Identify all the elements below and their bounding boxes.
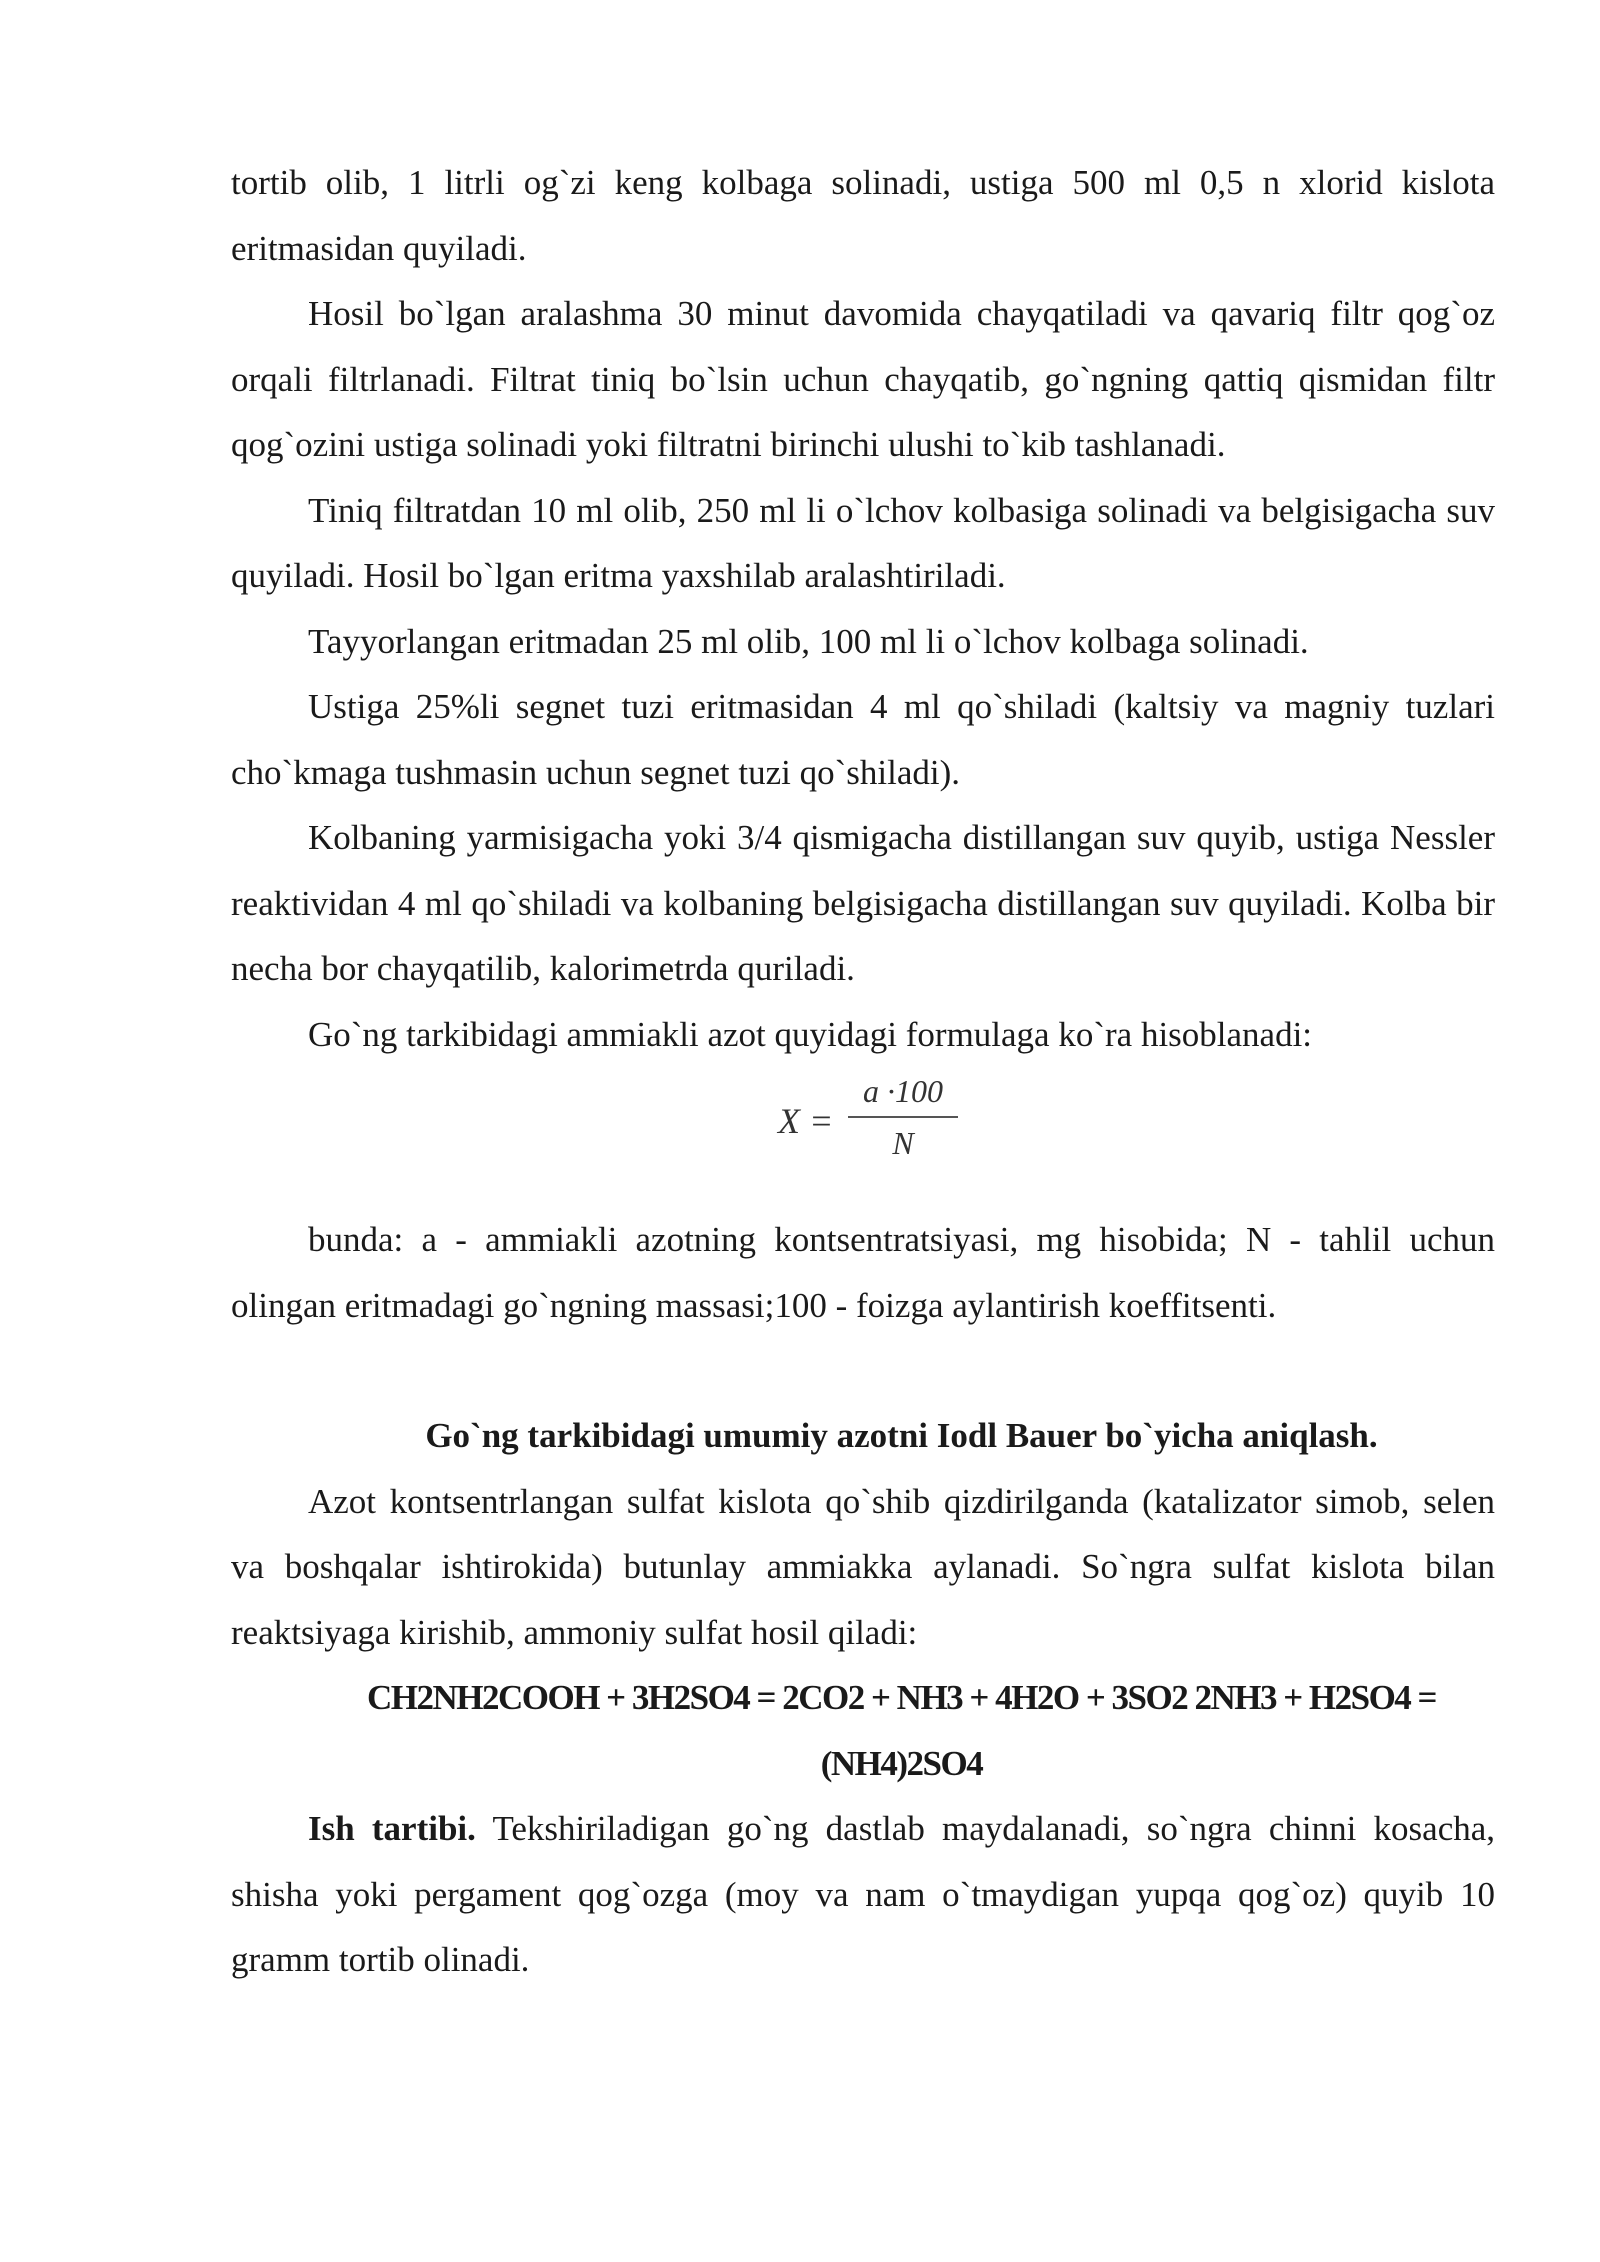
formula-denominator: N [892,1125,914,1161]
paragraph: bunda: a - ammiakli azotning kontsentratsiyasi, mg hisobida; N - tahlil uchun olingan eritmadagi go`ngning massasi;100 - foizga aylantirish koeffitsenti. [231,1220,1495,1325]
formula-numerator: a ·100 [863,1073,943,1109]
paragraph [231,1796,1495,1993]
formula-block [231,1067,1495,1207]
spacer [231,1338,1495,1403]
paragraph: Kolbaning yarmisigacha yoki 3/4 qismigacha distillangan suv quyib, ustiga Nessler reaktividan 4 ml qo`shiladi va kolbaning belgisigacha distillangan suv quyiladi. Kolba bir necha bor chayqatilib, kalorimetrda quriladi. [231,818,1495,988]
reaction-equation-line-2: (NH4)2SO4 [820,1743,983,1783]
section-heading: Go`ng tarkibidagi umumiy azotni Iodl Bauer bo`yicha aniqlash. [425,1416,1378,1455]
reaction-equation-line-1: CH2NH2COOH + 3H2SO4 = 2CO2 + NH3 + 4H2O + 3SO2 2NH3 + H2SO4 = [366,1678,1437,1717]
paragraph: tortib olib, 1 litrli og`zi keng kolbaga solinadi, ustiga 500 ml 0,5 n xlorid kislota eritmasidan quyiladi. [231,163,1495,268]
document-page [231,150,1495,1993]
paragraph: Go`ng tarkibidagi ammiakli azot quyidagi formulaga ko`ra hisoblanadi: [308,1014,1313,1054]
paragraph: Tayyorlangan eritmadan 25 ml olib, 100 ml li o`lchov kolbaga solinadi. [308,621,1309,661]
paragraph: Hosil bo`lgan aralashma 30 minut davomida chayqatiladi va qavariq filtr qog`oz orqali filtrlanadi. Filtrat tiniq bo`lsin uchun chayqatib, go`ngning qattiq qismidan filtr qog`ozini ustiga solinadi yoki filtratni birinchi ulushi to`kib tashlanadi. [231,294,1495,464]
formula-lhs: X = [778,1101,834,1141]
paragraph-lead: Ish tartibi. [308,1809,476,1848]
paragraph-body: Tekshiriladigan go`ng dastlab maydalanadi, so`ngra chinni kosacha, shisha yoki pergament qog`ozga (moy va nam o`tmaydigan yupqa qog`oz) quyib 10 gramm tortib olinadi. [231,1809,1496,1979]
formula [778,1071,978,1191]
fraction-bar [848,1116,958,1118]
paragraph: Tiniq filtratdan 10 ml olib, 250 ml li o`lchov kolbasiga solinadi va belgisigacha suv quyiladi. Hosil bo`lgan eritma yaxshilab aralashtiriladi. [231,490,1495,595]
paragraph: Azot kontsentrlangan sulfat kislota qo`shib qizdirilganda (katalizator simob, selen va boshqalar ishtirokida) butunlay ammiakka aylanadi. So`ngra sulfat kislota bilan reaktsiyaga kirishib, ammoniy sulfat hosil qiladi: [231,1481,1495,1652]
paragraph: Ustiga 25%li segnet tuzi eritmasidan 4 ml qo`shiladi (kaltsiy va magniy tuzlari cho`kmaga tushmasin uchun segnet tuzi qo`shiladi). [231,687,1495,792]
